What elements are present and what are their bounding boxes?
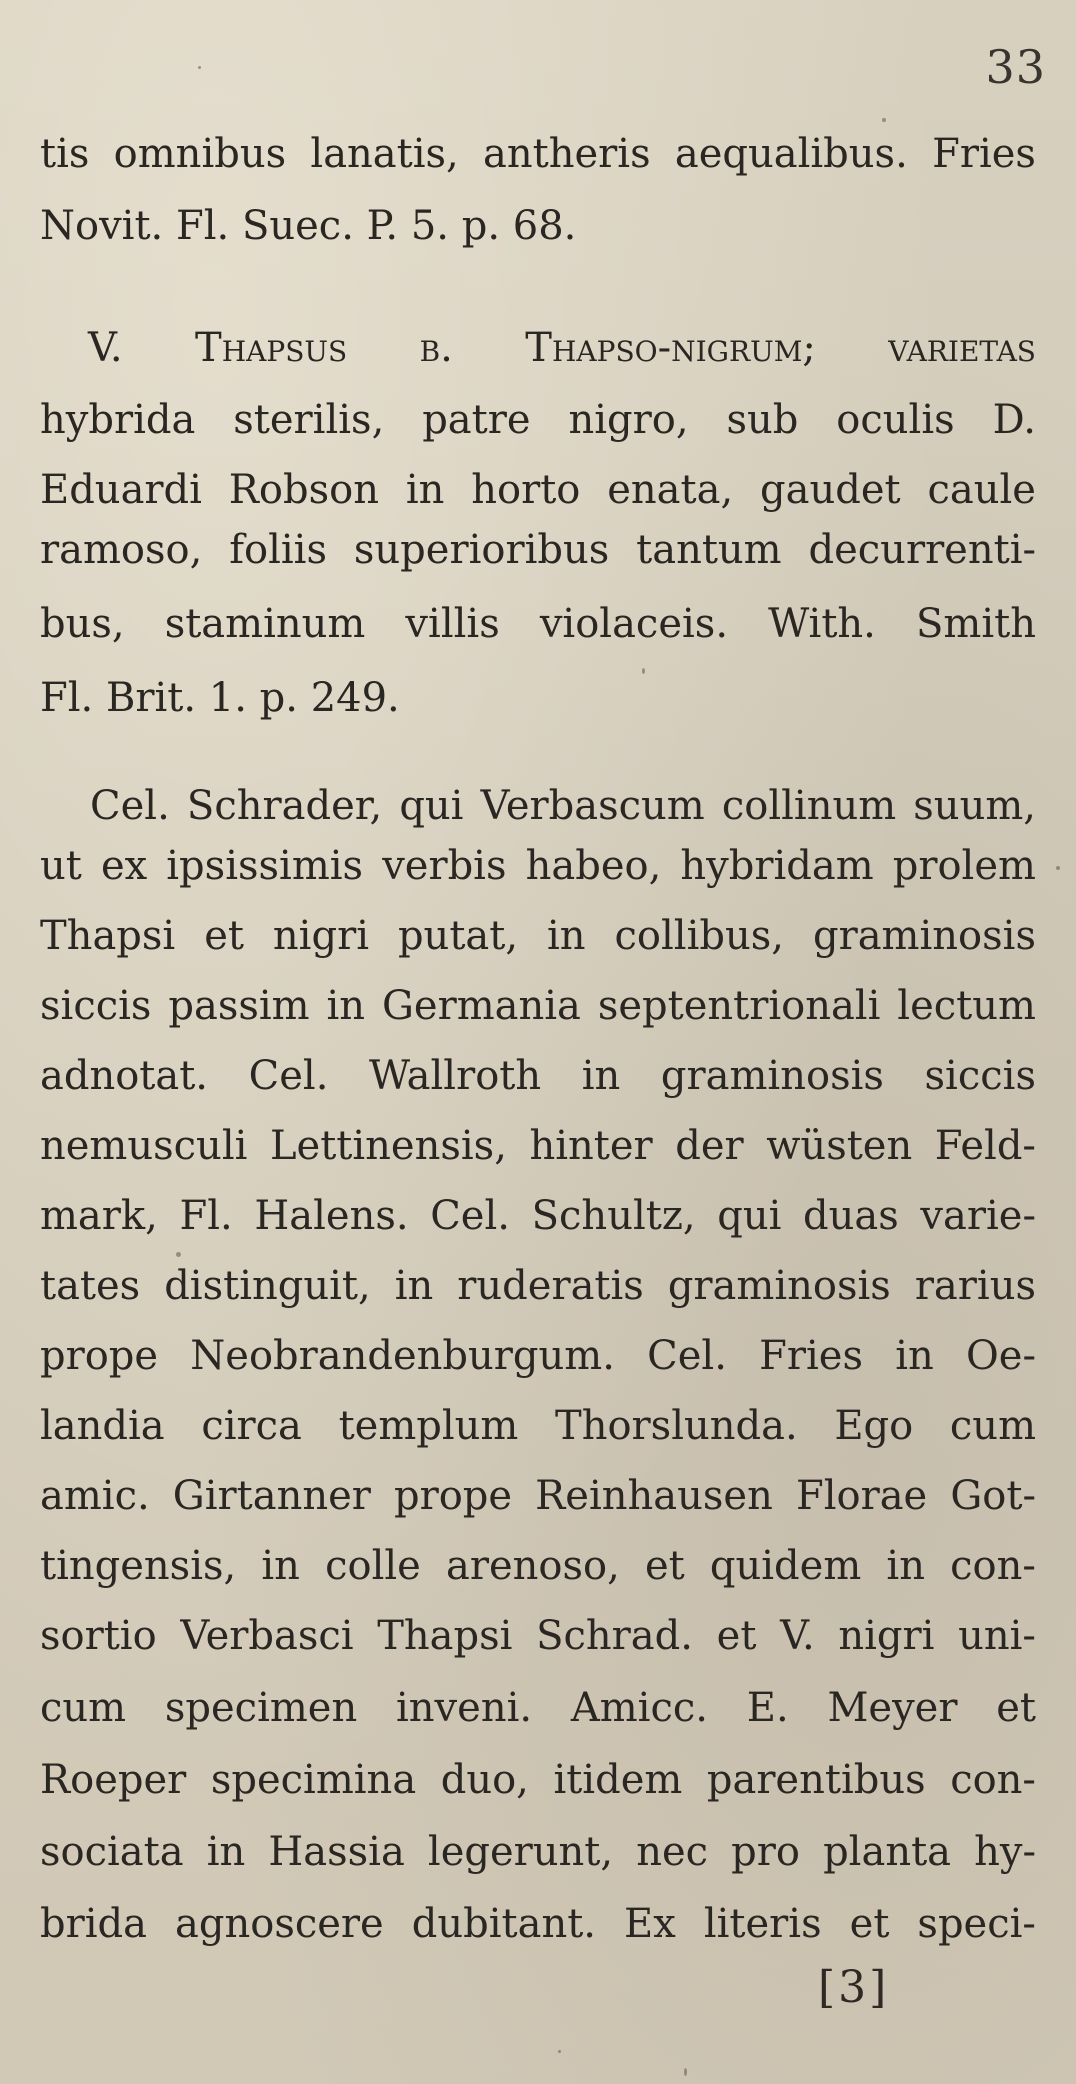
text-line-1-content-word: tis <box>40 131 90 177</box>
text-line-12 <box>40 970 1036 1042</box>
text-line-1 <box>40 118 1036 190</box>
text-line-22-content-word: et <box>996 1685 1036 1731</box>
text-line-18-content-word: templum <box>338 1403 519 1449</box>
text-line-15-content-word: duas <box>803 1193 899 1239</box>
text-line-5-content-word: Eduardi <box>40 467 202 513</box>
text-line-20-content-word: arenoso, <box>446 1543 620 1589</box>
text-line-25-content-word: agnoscere <box>175 1901 384 1947</box>
text-line-10-content-word: ipsissimis <box>166 843 364 889</box>
text-line-3-content-word: Thapso-nigrum; <box>525 325 816 371</box>
text-line-7 <box>40 588 1036 660</box>
text-line-11 <box>40 900 1036 972</box>
text-line-4-content-word: oculis <box>836 397 955 443</box>
text-line-13-content-word: in <box>581 1053 621 1099</box>
text-line-16-content-word: tates <box>40 1263 141 1309</box>
text-line-6 <box>40 514 1036 586</box>
text-line-5-content-word: horto <box>471 467 581 513</box>
text-line-18-content-word: Ego <box>834 1403 914 1449</box>
text-line-24-content-word: legerunt, <box>427 1829 614 1875</box>
text-line-1-content-word: omnibus <box>113 131 287 177</box>
text-line-17-content-word: Fries <box>759 1333 864 1379</box>
text-line-3-content-word: V. <box>88 325 123 371</box>
text-line-22-content-word: E. <box>746 1685 789 1731</box>
text-line-21-content-word: Schrad. <box>536 1613 693 1659</box>
text-line-22-content-word: Amicc. <box>570 1685 708 1731</box>
text-line-22-content-word: Meyer <box>827 1685 958 1731</box>
text-line-11-content-word: in <box>547 913 586 959</box>
text-line-7-content-word: villis <box>405 601 500 647</box>
text-line-25-content-word: Ex <box>624 1901 676 1947</box>
text-line-4-content-word: hybrida <box>40 397 196 443</box>
text-line-15-content-word: qui <box>717 1193 782 1239</box>
text-line-13-content-word: Cel. <box>248 1053 329 1099</box>
text-line-23-content-word: specimina <box>210 1757 417 1803</box>
paper-speck <box>882 118 886 122</box>
text-line-11-content-word: putat, <box>397 913 519 959</box>
text-line-15-content-word: Cel. <box>430 1193 510 1239</box>
text-line-20 <box>40 1530 1036 1602</box>
paper-speck <box>176 1252 181 1257</box>
text-line-1-content-word: lanatis, <box>310 131 459 177</box>
text-line-14-content-word: nemusculi <box>40 1123 248 1169</box>
text-line-14-content-word: Feld- <box>934 1123 1036 1169</box>
text-line-4 <box>40 384 1036 456</box>
text-line-24-content-word: in <box>206 1829 246 1875</box>
text-line-3 <box>88 312 1036 384</box>
text-line-19-content-word: amic. <box>40 1473 150 1519</box>
text-line-16 <box>40 1250 1036 1322</box>
text-line-15 <box>40 1180 1036 1252</box>
text-line-9-content-word: qui <box>399 783 464 829</box>
text-line-24-content-word: nec <box>636 1829 709 1875</box>
text-line-17 <box>40 1320 1036 1392</box>
text-line-13-content-word: Wallroth <box>369 1053 542 1099</box>
text-line-15-content-word: Halens. <box>254 1193 409 1239</box>
text-line-12-content-word: in <box>326 983 366 1029</box>
text-line-12-content-word: passim <box>168 983 310 1029</box>
text-line-14-content-word: wüsten <box>766 1123 913 1169</box>
text-line-7-content-word: bus, <box>40 601 125 647</box>
text-line-21-content-word: Thapsi <box>377 1613 513 1659</box>
text-line-25-content-word: dubitant. <box>411 1901 596 1947</box>
text-line-6-content-word: foliis <box>229 527 327 573</box>
text-line-21-content-word: Verbasci <box>180 1613 354 1659</box>
text-line-5-content-word: enata, <box>607 467 734 513</box>
text-line-1-content-word: Fries <box>932 131 1036 177</box>
text-line-8 <box>40 662 1036 734</box>
text-line-17-content-word: Cel. <box>647 1333 727 1379</box>
text-line-16-content-word: rarius <box>914 1263 1036 1309</box>
text-line-21-content-word: et <box>716 1613 757 1659</box>
paper-speck <box>198 66 201 69</box>
text-line-12-content-word: septentrionali <box>597 983 881 1029</box>
text-line-15-content-word: varie- <box>920 1193 1036 1239</box>
text-line-21-content-word: uni- <box>958 1613 1036 1659</box>
text-line-14-content-word: hinter <box>529 1123 653 1169</box>
text-line-9-content-word: Cel. <box>90 783 170 829</box>
text-line-17-content-word: Oe- <box>965 1333 1036 1379</box>
text-line-6-content-word: decurrenti- <box>808 527 1036 573</box>
text-line-11-content-word: et <box>204 913 244 959</box>
text-line-19-content-word: Got- <box>950 1473 1036 1519</box>
text-line-6-content-word: ramoso, <box>40 527 203 573</box>
text-line-20-content-word: tingensis, <box>40 1543 237 1589</box>
text-line-20-content-word: et <box>644 1543 685 1589</box>
text-line-24-content-word: Hassia <box>268 1829 405 1875</box>
text-line-22-content-word: inveni. <box>396 1685 533 1731</box>
text-line-4-content-word: patre <box>422 397 531 443</box>
paper-speck <box>558 2050 561 2053</box>
text-line-3-content-word: β. <box>419 325 453 371</box>
paper-speck <box>1056 866 1060 870</box>
text-line-3-content-word: Thapsus <box>195 325 348 371</box>
text-line-18-content-word: Thorslunda. <box>555 1403 798 1449</box>
text-line-4-content-word: sub <box>726 397 799 443</box>
text-line-19 <box>40 1460 1036 1532</box>
paper-speck <box>684 2068 687 2076</box>
text-line-18-content-word: circa <box>201 1403 302 1449</box>
text-line-17-content-word: in <box>895 1333 934 1379</box>
text-line-8-content: Fl. Brit. 1. p. 249. <box>40 675 400 721</box>
text-line-17-content-word: prope <box>40 1333 159 1379</box>
text-line-12-content-word: Germania <box>381 983 581 1029</box>
text-line-21-content-word: V. <box>780 1613 815 1659</box>
text-line-15-content-word: mark, <box>40 1193 158 1239</box>
text-line-13-content-word: adnotat. <box>40 1053 209 1099</box>
text-line-23 <box>40 1744 1036 1816</box>
text-line-2 <box>40 190 1036 262</box>
text-line-25-content-word: et <box>849 1901 890 1947</box>
text-line-21-content-word: nigri <box>838 1613 935 1659</box>
text-line-25-content-word: brida <box>40 1901 147 1947</box>
text-line-6-content-word: tantum <box>636 527 782 573</box>
signature-mark: [3] <box>818 1962 890 2013</box>
text-line-6-content-word: superioribus <box>353 527 610 573</box>
text-line-4-content-word: nigro, <box>568 397 689 443</box>
text-line-20-content-word: in <box>886 1543 925 1589</box>
text-line-4-content-word: sterilis, <box>233 397 385 443</box>
text-line-10 <box>40 830 1036 902</box>
text-line-15-content-word: Schultz, <box>531 1193 696 1239</box>
text-line-10-content-word: habeo, <box>525 843 662 889</box>
page-number: 33 <box>985 40 1046 94</box>
text-line-1-content-word: aequalibus. <box>674 131 908 177</box>
text-line-19-content-word: Girtanner <box>172 1473 371 1519</box>
text-line-23-content-word: itidem <box>553 1757 683 1803</box>
text-line-23-content-word: con- <box>950 1757 1036 1803</box>
text-line-16-content-word: ruderatis <box>457 1263 644 1309</box>
text-line-20-content-word: in <box>261 1543 300 1589</box>
text-line-16-content-word: graminosis <box>667 1263 891 1309</box>
text-line-12-content-word: lectum <box>897 983 1036 1029</box>
text-line-11-content-word: nigri <box>272 913 369 959</box>
text-line-3-content-word: varietas <box>888 325 1036 371</box>
text-line-21-content-word: sortio <box>40 1613 157 1659</box>
text-line-10-content-word: ex <box>100 843 148 889</box>
text-line-9-content-word: suum, <box>913 783 1036 829</box>
text-line-14-content-word: der <box>675 1123 744 1169</box>
text-line-1-content-word: antheris <box>483 131 651 177</box>
text-line-9-content-word: Schrader, <box>186 783 383 829</box>
text-line-21 <box>40 1600 1036 1672</box>
text-line-11-content-word: collibus, <box>614 913 785 959</box>
text-line-5-content-word: in <box>405 467 445 513</box>
text-line-24-content-word: planta <box>823 1829 952 1875</box>
text-line-24 <box>40 1816 1036 1888</box>
text-line-22-content-word: specimen <box>164 1685 358 1731</box>
text-line-18-content-word: landia <box>40 1403 165 1449</box>
text-line-18 <box>40 1390 1036 1462</box>
paper-speck <box>642 668 645 674</box>
text-line-24-content-word: sociata <box>40 1829 184 1875</box>
text-line-20-content-word: con- <box>950 1543 1036 1589</box>
text-line-20-content-word: colle <box>325 1543 421 1589</box>
text-line-24-content-word: pro <box>731 1829 800 1875</box>
text-line-17-content-word: Neobrandenburgum. <box>190 1333 615 1379</box>
text-line-15-content-word: Fl. <box>179 1193 233 1239</box>
text-line-24-content-word: hy- <box>974 1829 1036 1875</box>
text-line-7-content-word: With. <box>768 601 876 647</box>
text-line-7-content-word: violaceis. <box>539 601 729 647</box>
text-line-11-content-word: graminosis <box>812 913 1036 959</box>
text-line-10-content-word: prolem <box>892 843 1036 889</box>
text-line-19-content-word: prope <box>393 1473 513 1519</box>
text-line-13-content-word: siccis <box>924 1053 1036 1099</box>
text-line-5-content-word: gaudet <box>760 467 901 513</box>
text-line-22 <box>40 1672 1036 1744</box>
text-line-23-content-word: parentibus <box>706 1757 926 1803</box>
text-line-5-content-word: caule <box>927 467 1036 513</box>
text-line-16-content-word: in <box>394 1263 434 1309</box>
text-line-23-content-word: duo, <box>440 1757 529 1803</box>
text-line-25-content-word: literis <box>703 1901 822 1947</box>
text-line-25-content-word: speci- <box>917 1901 1036 1947</box>
text-line-16-content-word: distinguit, <box>164 1263 371 1309</box>
text-line-13 <box>40 1040 1036 1112</box>
text-line-22-content-word: cum <box>40 1685 127 1731</box>
text-line-10-content-word: ut <box>40 843 82 889</box>
text-line-9-content-word: collinum <box>721 783 897 829</box>
text-line-23-content-word: Roeper <box>40 1757 187 1803</box>
text-line-9-content-word: Verbascum <box>480 783 705 829</box>
text-line-25 <box>40 1888 1036 1960</box>
text-line-14 <box>40 1110 1036 1182</box>
text-line-20-content-word: quidem <box>709 1543 862 1589</box>
text-line-10-content-word: hybridam <box>680 843 874 889</box>
text-line-14-content-word: Lettinensis, <box>269 1123 507 1169</box>
text-line-10-content-word: verbis <box>382 843 507 889</box>
text-line-13-content-word: graminosis <box>660 1053 884 1099</box>
text-line-5-content-word: Robson <box>228 467 379 513</box>
text-line-18-content-word: cum <box>949 1403 1036 1449</box>
text-line-19-content-word: Florae <box>795 1473 928 1519</box>
text-line-7-content-word: staminum <box>164 601 366 647</box>
text-line-4-content-word: D. <box>992 397 1036 443</box>
text-line-2-content: Novit. Fl. Suec. P. 5. p. 68. <box>40 203 577 249</box>
text-line-7-content-word: Smith <box>916 601 1036 647</box>
text-line-12-content-word: siccis <box>40 983 152 1029</box>
text-line-19-content-word: Reinhausen <box>535 1473 773 1519</box>
text-line-11-content-word: Thapsi <box>40 913 176 959</box>
